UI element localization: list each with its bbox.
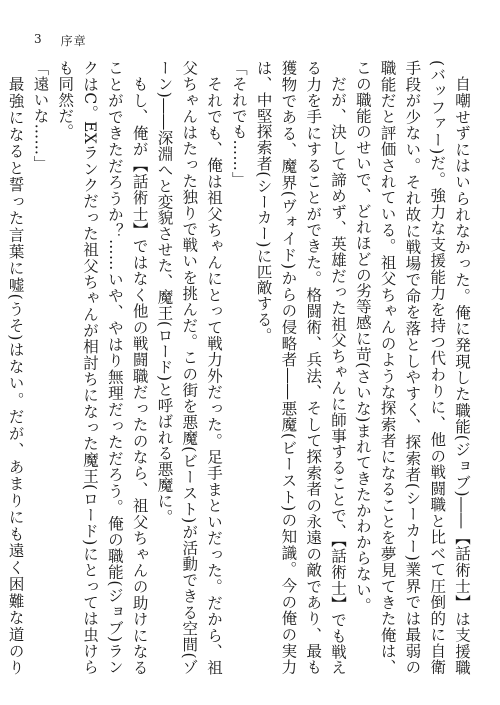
dialogue-line-1: 「それでも……」 (229, 60, 248, 188)
paragraph-1: 自嘲せずにはいられなかった。俺に発現した職能(ジョブ)――【話術士】は支援職(バッファー)だ。強力な支援能力を持つ代わりに、他の戦闘職と比べて圧倒的に自衛手段が少ない。それ故に戦場で命を落としやすく、探索者(シーカー)業界では最弱の職能だと評価されている。祖父ちゃんのような探索者になることを夢見てきた俺は、この職能のせいで、どれほどの劣等感に苛(さいな)まれてきたかわからない。 (353, 60, 471, 675)
paragraph-4: もし、俺が【話術士】ではなく他の戦闘職だったのなら、祖父ちゃんの助けになることができただろうか？……いや、やはり無理だっただろう。俺の職能(ジョブ)ランクはC。EXランクだった祖父ちゃんが相討ちになった魔王(ロード)にとっては虫けらも同然だ。 (56, 60, 149, 675)
paragraph-2: だが、決して諦めず、英雄だった祖父ちゃんに師事することで、【話術士】でも戦える力を手にすることができた。格闘術、兵法、そして探索者の永遠の敵であり、最も獲物である、魔界(ヴォイド)からの侵略者――悪魔(ビースト)の知識。今の俺の実力は、中堅探索者(シーカー)に匹敵する。 (254, 60, 348, 675)
paragraph-3: それでも、俺は祖父ちゃんにとって戦力外だった。足手まといだった。だから、祖父ちゃんはたった独りで戦いを挑んだ。この街を悪魔(ビースト)が活動できる空間(ゾーン)――深淵へと変貌させた、魔王(ロード)と呼ばれる悪魔に。 (155, 60, 224, 675)
vertical-body-text (6, 60, 474, 675)
running-header (34, 32, 87, 49)
dialogue-line-2: 「遠いな……」 (31, 60, 50, 172)
chapter-title: 序章 (60, 34, 87, 48)
paragraph-5: 最強になると誓った言葉に嘘(うそ)はない。だが、あまりにも遠く困難な道のり (6, 75, 25, 675)
page-number: 3 (34, 32, 43, 46)
